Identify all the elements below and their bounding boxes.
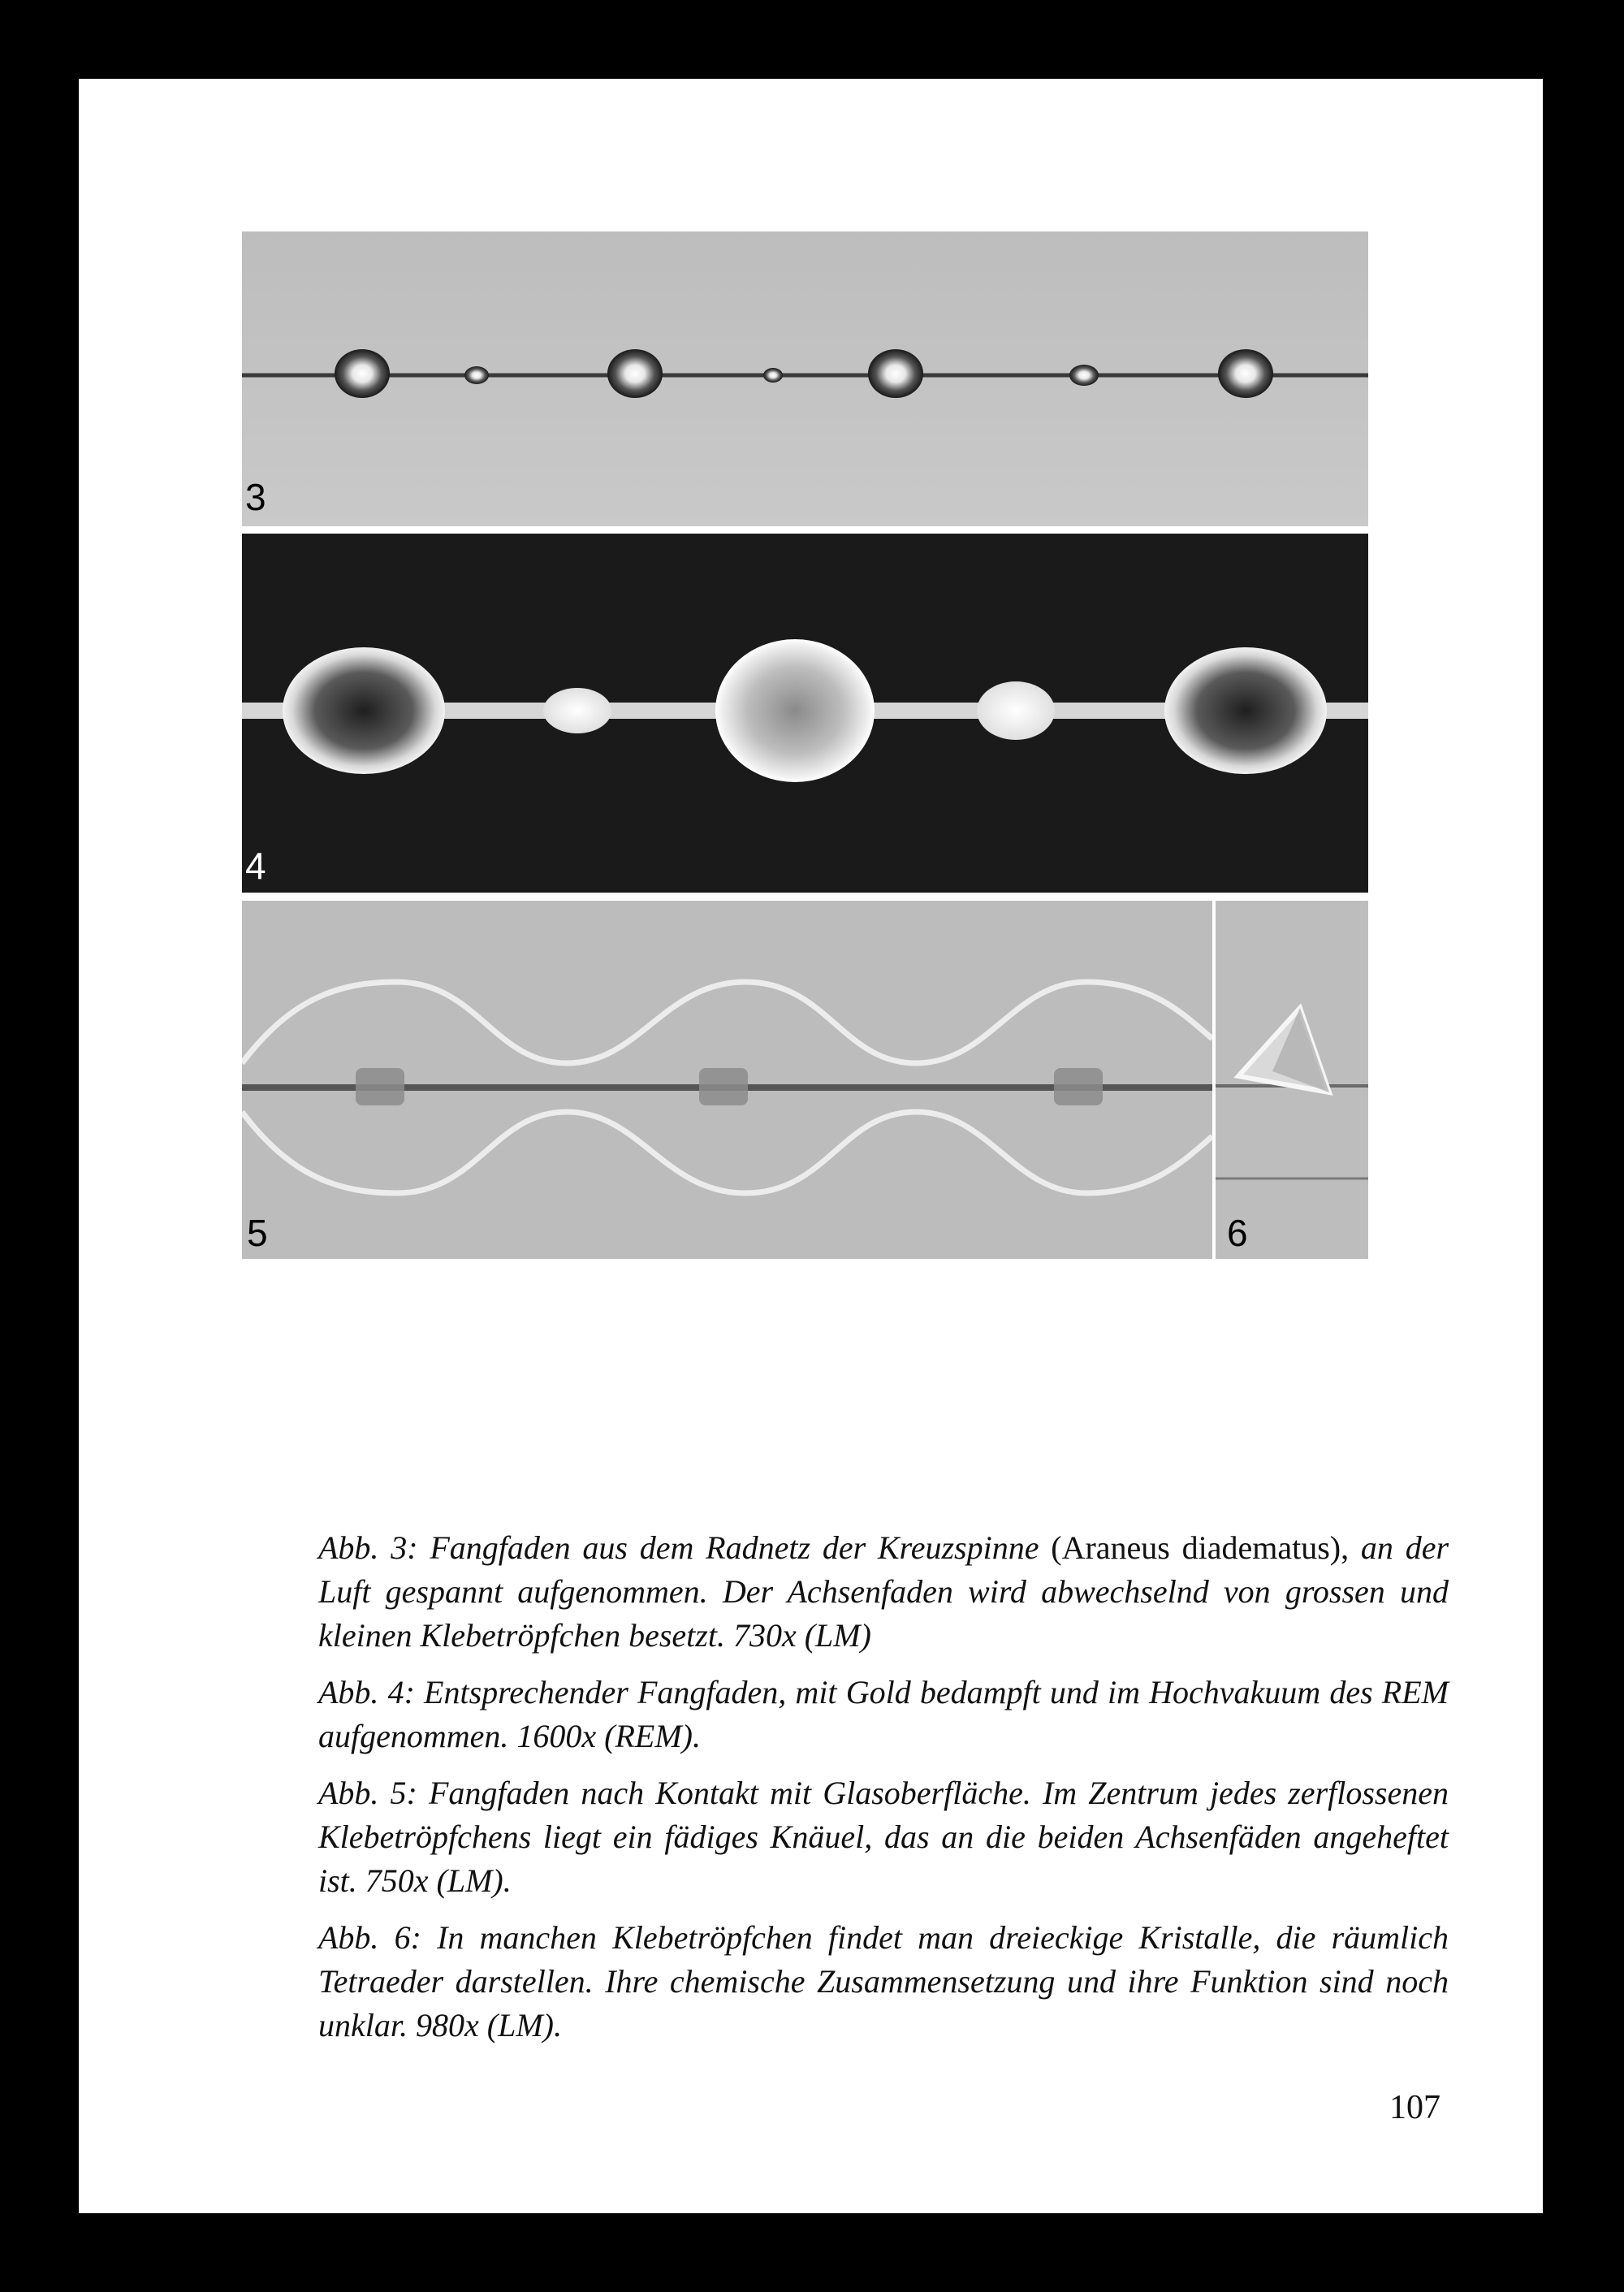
panel-4-micrograph [242, 534, 1368, 893]
figure-panel-3 [242, 231, 1368, 526]
caption-abb-3-species: (Araneus diadematus), [1051, 1529, 1350, 1566]
figure-captions [318, 1526, 1449, 2061]
panel-6-label: 6 [1227, 1212, 1248, 1254]
panel-3-micrograph [242, 231, 1368, 526]
panel-6-micrograph [1216, 901, 1368, 1259]
caption-abb-4: Abb. 4: Entsprechender Fangfaden, mit Gold bedampft und im Hochvakuum des REM aufgenommen. 1600x (REM). [318, 1674, 1449, 1754]
page-number: 107 [1389, 2089, 1440, 2126]
caption-abb-6: Abb. 6: In manchen Klebetröpfchen findet man dreieckige Kristalle, die räumlich Tetraeder darstellen. Ihre chemische Zusammensetzung und ihre Funktion sind noch unklar. 980x (LM). [318, 1919, 1449, 2043]
panel-3-label: 3 [245, 476, 266, 518]
caption-abb-3-lead: Abb. 3: Fangfaden aus dem Radnetz der Kreuzspinne [318, 1529, 1039, 1566]
figure-panel-5 [242, 901, 1212, 1259]
figure-panel-6 [1216, 901, 1368, 1259]
caption-abb-5: Abb. 5: Fangfaden nach Kontakt mit Glasoberfläche. Im Zentrum jedes zerflossenen Klebetröpfchens liegt ein fädiges Knäuel, das an die beiden Achsenfäden angeheftet ist. 750x (LM). [318, 1775, 1449, 1899]
caption-abb-3-rest: an der Luft gespannt aufgenommen. Der Achsenfaden wird abwechselnd von grossen und kleinen Klebetröpfchen besetzt. 730x (LM) [318, 1529, 1449, 1654]
caption-abb-3 [318, 1526, 1449, 1658]
panel-4-label: 4 [245, 845, 266, 887]
panel-5-micrograph [242, 901, 1212, 1259]
book-page [79, 79, 1543, 2213]
figure-panel-4 [242, 534, 1368, 893]
panel-5-label: 5 [247, 1212, 268, 1254]
